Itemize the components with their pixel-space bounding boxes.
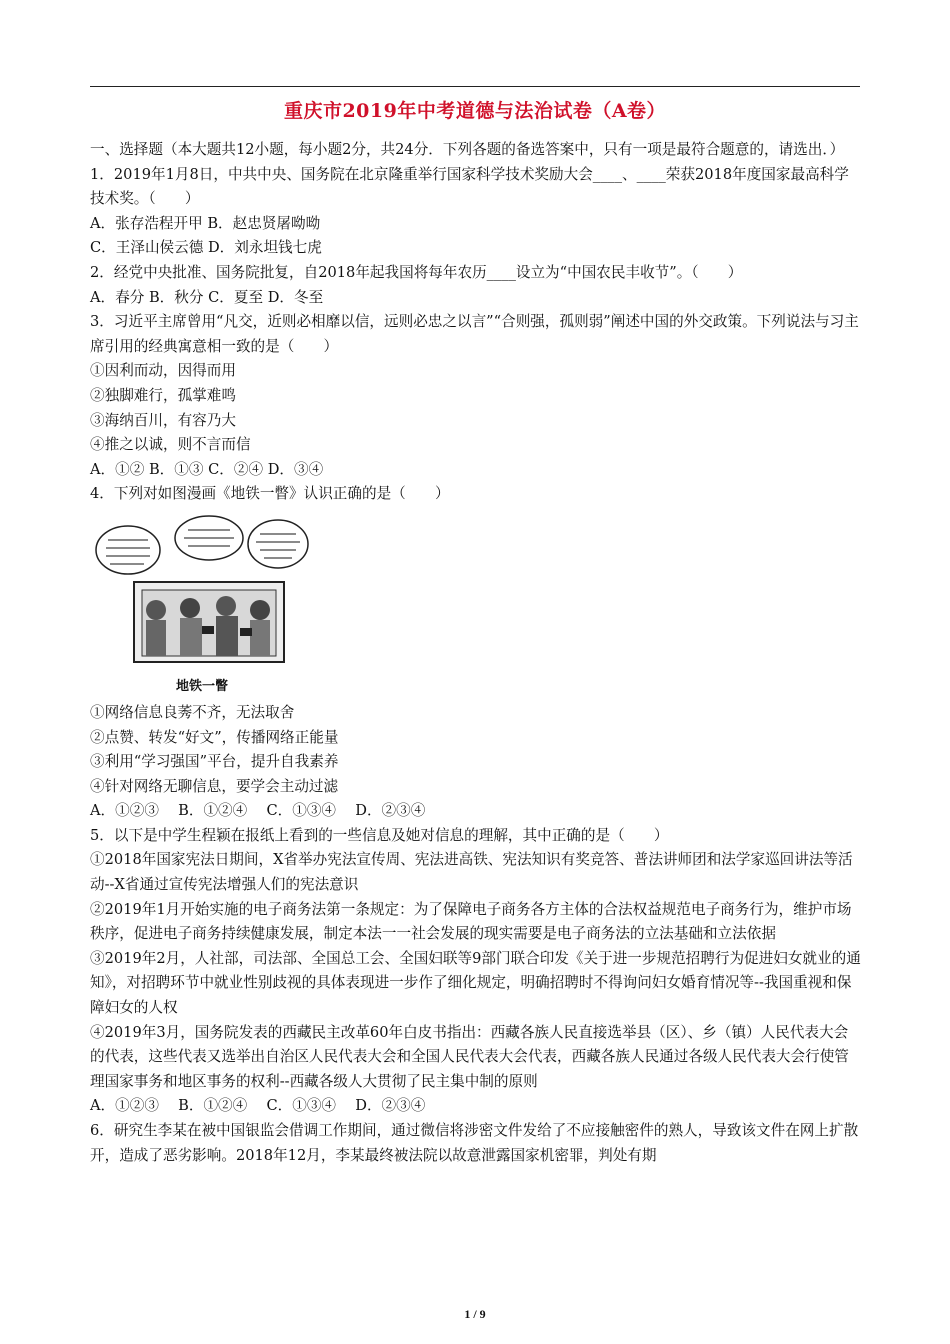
q4-options: A．①②③ B．①②④ C．①③④ D．②③④ [90,802,426,820]
q5-item-1: ①2018年国家宪法日期间，X省举办宪法宣传周、宪法进高铁、宪法知识有奖竞答、普法讲师团和法学家巡回讲法等活动--X省通过宣传宪法增强人们的宪法意识 [90,851,853,894]
q4-item-2: ②点赞、转发“好文”，传播网络正能量 [90,728,339,746]
q5-stem: 5．以下是中学生程颖在报纸上看到的一些信息及她对信息的理解，其中正确的是（ ） [90,826,669,844]
q4-item-3: ③利用“学习强国”平台，提升自我素养 [90,753,339,771]
comic-caption: 地铁一瞥 [175,678,229,694]
q5-item-3: ③2019年2月，人社部，司法部、全国总工会、全国妇联等9部门联合印发《关于进一步规范招聘行为促进妇女就业的通知》，对招聘环节中就业性别歧视的具体表现进一步作了细化规定，明确招聘时不得询问妇女婚育情况等--我国重视和保障妇女的人权 [90,949,861,1017]
q4-stem: 4．下列对如图漫画《地铁一瞥》认识正确的是（ ） [90,485,450,503]
q1-options-row1: A．张存浩程开甲 B．赵忠贤屠呦呦 [90,214,321,232]
q1-stem: 1．2019年1月8日，中共中央、国务院在北京隆重举行国家科学技术奖励大会____、____荣获2018年度国家最高科学技术奖。（ ） [90,165,849,208]
q3-item-3: ③海纳百川，有容乃大 [90,411,236,429]
q5-options: A．①②③ B．①②④ C．①③④ D．②③④ [90,1097,426,1115]
page-number: 1 / 9 [464,1307,486,1321]
q2-stem: 2．经党中央批准、国务院批复，自2018年起我国将每年农历____设立为“中国农民丰收节”。（ ） [90,263,743,281]
q5-item-2: ②2019年1月开始实施的电子商务法第一条规定：为了保障电子商务各方主体的合法权益规范电子商务行为，维护市场秩序，促进电子商务持续健康发展，制定本法一一社会发展的现实需要是电子商务法的立法基础和立法依据 [90,900,852,943]
q3-item-4: ④推之以诚，则不言而信 [90,436,251,454]
q4-item-1: ①网络信息良莠不齐，无法取舍 [90,703,295,721]
top-rule [90,86,860,87]
q1-options-row2: C．王泽山侯云德 D．刘永坦钱七虎 [90,239,322,257]
q6-stem: 6．研究生李某在被中国银监会借调工作期间，通过微信将涉密文件发给了不应接触密件的熟人，导致该文件在网上扩散开，造成了恶劣影响。2018年12月，李某最终被法院以故意泄露国家机密罪，判处有期 [90,1122,859,1164]
q2-options: A．春分 B．秋分 C．夏至 D．冬至 [90,288,324,306]
section-intro: 一、选择题（本大题共12小题，每小题2分，共24分．下列各题的备选答案中，只有一项是最符合题意的，请选出．） [90,141,845,158]
q3-options: A．①② B．①③ C．②④ D．③④ [90,460,324,478]
q5-item-4: ④2019年3月，国务院发表的西藏民主改革60年白皮书指出：西藏各族人民直接选举县（区）、乡（镇）人民代表大会的代表，这些代表又选举出自治区人民代表大会和全国人民代表大会代表，西藏各族人民通过各级人民代表大会行使管理国家事务和地区事务的权利--西藏各级人大贯彻了民主集中制的原则 [90,1023,849,1090]
exam-body [90,138,862,1168]
subway-comic-image [94,510,310,698]
q3-item-2: ②独脚难行，孤掌难鸣 [90,386,236,404]
exam-title: 重庆市2019年中考道德与法治试卷（A卷） [283,100,667,122]
q4-item-4: ④针对网络无聊信息，要学会主动过滤 [90,777,339,795]
q3-stem: 3．习近平主席曾用“凡交，近则必相靡以信，远则必忠之以言”“合则强，孤则弱”阐述中国的外交政策。下列说法与习主席引用的经典寓意相一致的是（ ） [90,313,859,355]
q3-item-1: ①因利而动，因得而用 [90,362,236,380]
